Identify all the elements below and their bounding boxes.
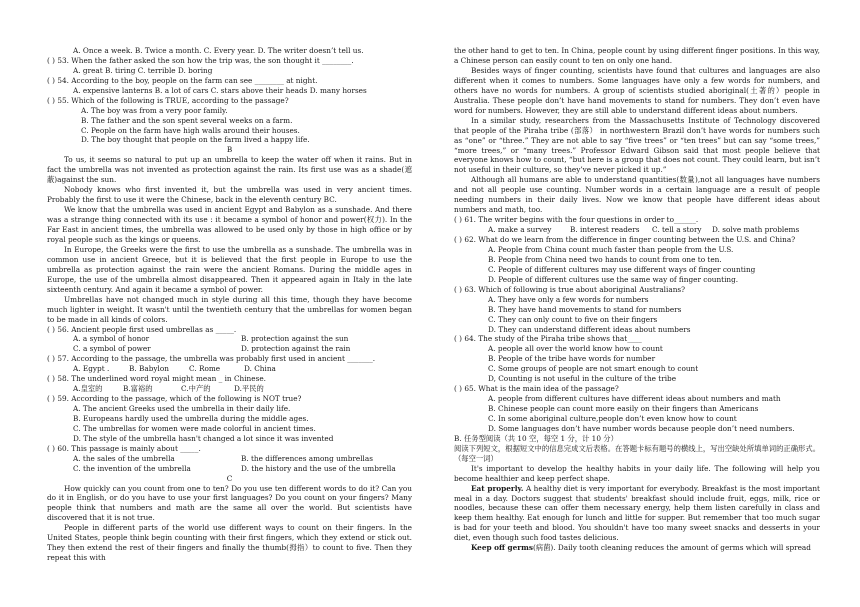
q57-option-a: A. Egypt . [73, 364, 110, 374]
q61-option-a: A. make a survey [488, 225, 552, 235]
question-58: ( ) 58. The underlined word royal might mean _ in Chinese. [47, 374, 266, 384]
passage-b-para-3: We know that the umbrella was used in ancient Egypt and Babylon as a sunshade. And there was a strange thing connected with its use : it became a symbol of honor and power(权力). In the Far East in ancient times, the umbrella was allowed to be used only by those in high office or by royal people such as the kings or queens. [47, 205, 412, 244]
q62-option-c: C. People of different cultures may use different ways of finger counting [488, 264, 756, 274]
left-column [47, 46, 412, 563]
q62-option-a: A. People from China count much faster than people from the U.S. [488, 245, 734, 255]
q63-option-c: C. They can only count to five on their fingers [488, 314, 658, 324]
keep-off-germs-heading: Keep off germs [471, 543, 533, 553]
question-53: ( ) 53. When the father asked the son how the trip was, the son thought it ________. [47, 55, 354, 65]
q65-option-b: B. Chinese people can count more easily on their fingers than Americans [488, 404, 759, 414]
q56-option-a: A. a symbol of honor [73, 334, 150, 344]
q52-options: A. Once a week. B. Twice a month. C. Every year. D. The writer doesn’t tell us. [73, 46, 364, 55]
passage-c-para-4: In a similar study, researchers from the Massachusetts Institute of Technology discovered that people of the Piraha tribe (部落） in northwestern Brazil don’t have words for numbers such as “one” or “three.” They are not able to say “five trees” or “ten trees” but can say “some trees,” “more trees,” or “many trees.” Professor Edward Gibson said that most people believe that everyone knows how to count, “but here is a group that does not count. They could learn, but isn’t not useful in their culture, so they’ve never picked it up.” [454, 115, 820, 175]
q59-option-b: B. Europeans hardly used the umbrella during the middle ages. [73, 413, 309, 423]
q59-option-d: D. The style of the umbrella hasn't changed a lot since it was invented [73, 433, 334, 443]
q58-option-b: B.富裕的 [123, 384, 153, 394]
passage-c-para-1: How quickly can you count from one to ten? Do you use ten different words to do it? Can you do it in English, or do you have to use your first languages? Do you count on your fingers? Many people think that numbers and math are the same all over the world. But scientists have discovered that it is not true. [47, 483, 412, 523]
q62-option-d: D. People of different cultures use the same way of finger counting. [488, 274, 739, 284]
task-passage-para-3 [454, 543, 820, 553]
section-b-heading: B [226, 145, 233, 155]
q55-option-c: C. People on the farm have high walls around their houses. [81, 125, 300, 135]
question-60: ( ) 60. This passage is mainly about _____. [47, 443, 201, 453]
passage-c-para-3: Besides ways of finger counting, scientists have found that cultures and languages are also different when it comes to numbers. Some languages have only a few words for numbers, and others have no words for numbers. A group of scientists studied aboriginal(土著的）people in Australia. These people don’t have hand movements to stand for numbers. They don’t even have word for numbers. However, they are still able to understand different ideas about numbers. [454, 65, 820, 115]
q58-option-d: D.平民的 [234, 384, 264, 394]
passage-b-para-4: In Europe, the Greeks were the first to use the umbrella as a sunshade. The umbrella was in common use in ancient Greece, but it is believed that the first people in Europe to use the umbrella as protection against the rain were the ancient Romans. During the middle ages in Europe, the use of the umbrella almost disappeared. Then it appeared again in Italy in the late sixteenth century. And again it became a symbol of power. [47, 244, 412, 294]
q61-option-b: B. interest readers [570, 225, 640, 235]
q64-option-c: C. Some groups of people are not smart enough to count [488, 364, 699, 374]
passage-c-para-2-continued: the other hand to get to ten. In China, people count by using different finger positions. In this way, a Chinese person can easily count to ten on only one hand. [454, 46, 820, 65]
right-column [454, 46, 820, 553]
question-56: ( ) 56. Ancient people first used umbrellas as _____. [47, 324, 237, 334]
q65-option-a: A. people from different cultures have different ideas about numbers and math [488, 394, 781, 404]
question-54: ( ) 54. According to the boy, people on the farm can see ________ at night. [47, 75, 318, 85]
task-passage-para-1: It's important to develop the healthy habits in your daily life. The following will help you become healthier and keep perfect shape. [454, 463, 820, 483]
task-reading-title: B. 任务型阅读（共 10 空，每空 1 分，计 10 分） [454, 433, 618, 443]
question-65: ( ) 65. What is the main idea of the passage? [454, 384, 619, 394]
q57-option-d: D. China [244, 364, 276, 374]
q53-options: A. great B. tiring C. terrible D. boring [73, 65, 213, 75]
eat-properly-heading: Eat properly. [471, 483, 524, 493]
q62-option-b: B. People from China need two hands to count from one to ten. [488, 254, 722, 264]
q58-option-c: C.中产的 [181, 384, 211, 394]
q61-option-d: D. solve math problems [712, 225, 800, 235]
q54-options: A. expensive lanterns B. a lot of cars C. stars above their heads D. many horses [73, 85, 367, 95]
q65-option-d: D. Some languages don’t have number words because people don’t need numbers. [488, 423, 795, 433]
task-passage-para-2 [454, 484, 820, 544]
q55-option-d: D. The boy thought that people on the farm lived a happy life. [81, 135, 310, 145]
passage-b-para-1: To us, it seems so natural to put up an umbrella to keep the water off when it rains. But in fact the umbrella was not invented as protection against the rain. Its first use was as a shade(遮蔽)against the sun. [47, 155, 412, 185]
q60-option-a: A. the sales of the umbrella [73, 453, 175, 463]
q61-option-c: C. tell a story [652, 225, 702, 235]
question-61: ( ) 61. The writer begins with the four questions in order to______. [454, 215, 699, 225]
q63-option-b: B. They have hand movements to stand for numbers [488, 304, 682, 314]
q63-option-a: A. They have only a few words for numbers [488, 294, 649, 304]
question-64: ( ) 64. The study of the Piraha tribe shows that____ [454, 334, 642, 344]
passage-b-para-2: Nobody knows who first invented it, but the umbrella was used in very ancient times. Probably the first to use it were the Chinese, back in the eleventh century BC. [47, 185, 412, 205]
section-c-heading: C [226, 473, 233, 483]
q64-option-d: D, Counting is not useful in the culture of the tribe [488, 374, 677, 384]
question-63: ( ) 63. Which of following is true about aboriginal Australians? [454, 284, 686, 294]
keep-off-germs-text: (病菌). Daily tooth cleaning reduces the amount of germs which will spread [532, 543, 811, 553]
question-55: ( ) 55. Which of the following is TRUE, according to the passage? [47, 95, 289, 105]
q60-option-b: B. the differences among umbrellas [241, 453, 373, 463]
q58-option-a: A.皇室的 [73, 384, 103, 394]
q57-option-c: C. Rome [189, 364, 221, 374]
q56-option-b: B. protection against the sun [241, 334, 349, 344]
task-reading-instructions: 阅读下列短文，根据短文中的信息完成文后表格。在答题卡标有题号的横线上，写出空缺处所填单词的正确形式。（每空一词） [454, 443, 820, 463]
eat-properly-text: A healthy diet is very important for everybody. Breakfast is the most important meal in a day. Doctors suggest that students' breakfast should include fruit, eggs, milk, rice or noodles, because these can offer them necessary energy, help them listen carefully in class and keep them healthy. Eat enough for lunch and little for supper. But remember that too much sugar is bad for your teeth and blood. You shouldn't have too many sweet snacks and desserts in your diet, even though such food tastes delicious. [454, 483, 820, 543]
q57-option-b: B. Babylon [129, 364, 169, 374]
question-57: ( ) 57. According to the passage, the umbrella was probably first used in ancient _______. [47, 354, 376, 364]
q59-option-a: A. The ancient Greeks used the umbrella in their daily life. [73, 404, 291, 414]
q56-option-c: C. a symbol of power [73, 344, 151, 354]
question-59: ( ) 59. According to the passage, which of the following is NOT true? [47, 394, 302, 404]
q65-option-c: C. In some aboriginal culture,people don’t even know how to count [488, 413, 737, 423]
passage-c-para-5: Although all humans are able to understand quantities(数量),not all languages have numbers and not all people use counting. Number words in a certain language are a result of people needing numbers in their daily lives. Now we know that people have different ideas about numbers and math, too. [454, 175, 820, 215]
passage-c-para-2: People in different parts of the world use different ways to count on their fingers. In the United States, people think begin counting with their first fingers, which they extend or stick out. They then extend the rest of their fingers and finally the thumb(拇指）to count to five. Then they repeat this with [47, 523, 412, 563]
passage-b-para-5: Umbrellas have not changed much in style during all this time, though they have become much lighter in weight. It wasn't until the twentieth century that the umbrellas for women began to be made in all kinds of colors. [47, 294, 412, 324]
q63-option-d: D. They can understand different ideas about numbers [488, 324, 691, 334]
q60-option-c: C. the invention of the umbrella [73, 463, 191, 473]
q60-option-d: D. the history and the use of the umbrella [241, 463, 396, 473]
question-62: ( ) 62. What do we learn from the difference in finger counting between the U.S. and China? [454, 235, 796, 245]
q55-option-b: B. The father and the son spent several weeks on a farm. [81, 115, 293, 125]
q55-option-a: A. The boy was from a very poor family. [81, 105, 228, 115]
q64-option-a: A. people all over the world know how to count [488, 344, 663, 354]
q64-option-b: B. People of the tribe have words for number [488, 354, 656, 364]
q59-option-c: C. The umbrellas for women were made colorful in ancient times. [73, 423, 316, 433]
q56-option-d: D. protection against the rain [241, 344, 351, 354]
